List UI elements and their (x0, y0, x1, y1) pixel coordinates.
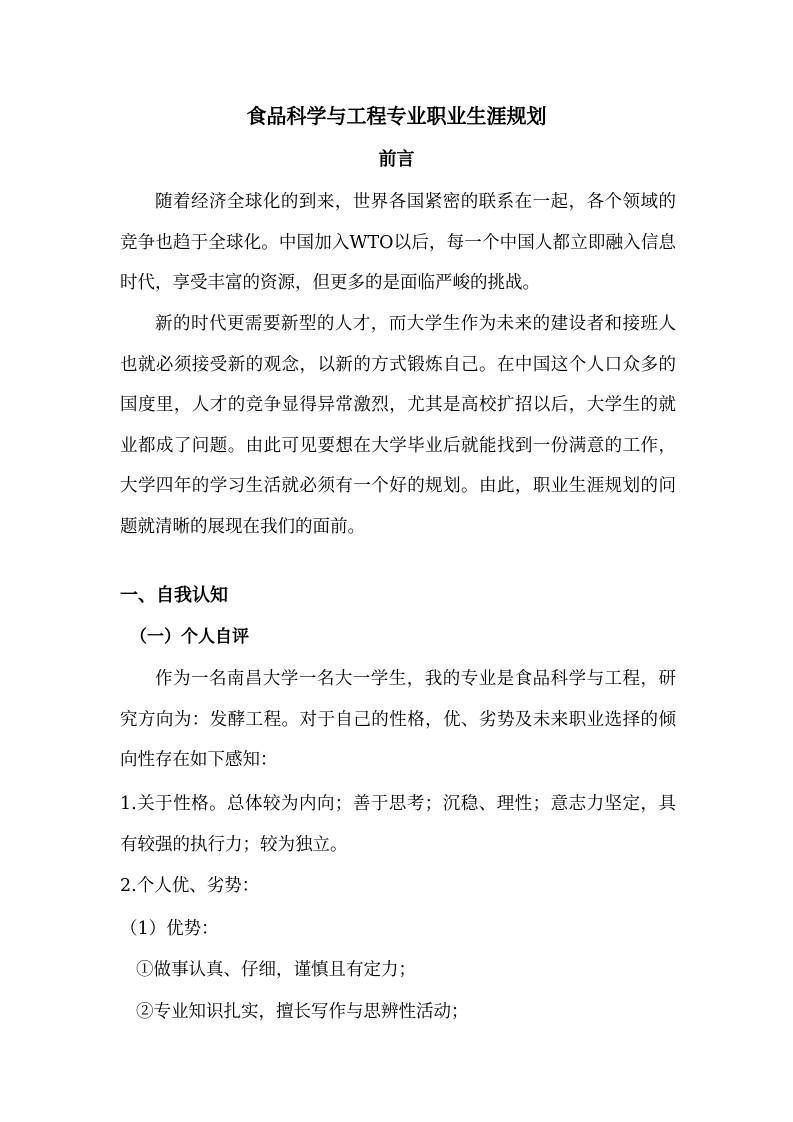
strength-item-1: ①做事认真、仔细，谨慎且有定力； (136, 960, 416, 980)
subsection-heading-self-evaluation: （一）个人自评 (130, 627, 249, 647)
strengths-subheading: （1）优势： (120, 919, 219, 939)
preface-paragraph-2: 新的时代更需要新型的人才，而大学生作为未来的建设者和接班人也就必须接受新的观念，以新的方式锻炼自己。在中国这个人口众多的国度里，人才的竞争显得异常激烈，尤其是高校扩招以后，大学生的就业都成了问题。由此可见要想在大学毕业后就能找到一份满意的工作，大学四年的学习生活就必须有一个好的规划。由此，职业生涯规划的问题就清晰的展现在我们的面前。 (120, 314, 676, 537)
personality-item: 1.关于性格。总体较为内向；善于思考；沉稳、理性；意志力坚定，具有较强的执行力；较为独立。 (120, 794, 676, 855)
preface-heading: 前言 (378, 149, 415, 170)
strength-item-2: ②专业知识扎实，擅长写作与思辨性活动； (136, 1002, 469, 1022)
document-title: 食品科学与工程专业职业生涯规划 (246, 104, 547, 128)
strengths-weaknesses-item: 2.个人优、劣势： (120, 876, 260, 896)
section-heading-self-awareness: 一、自我认知 (120, 585, 228, 606)
self-evaluation-paragraph: 作为一名南昌大学一名大一学生，我的专业是食品科学与工程，研究方向为：发酵工程。对于自己的性格，优、劣势及未来职业选择的倾向性存在如下感知： (120, 669, 676, 770)
preface-paragraph-1: 随着经济全球化的到来，世界各国紧密的联系在一起，各个领域的竞争也趋于全球化。中国加入WTO以后，每一个中国人都立即融入信息时代，享受丰富的资源，但更多的是面临严峻的挑战。 (120, 192, 676, 293)
